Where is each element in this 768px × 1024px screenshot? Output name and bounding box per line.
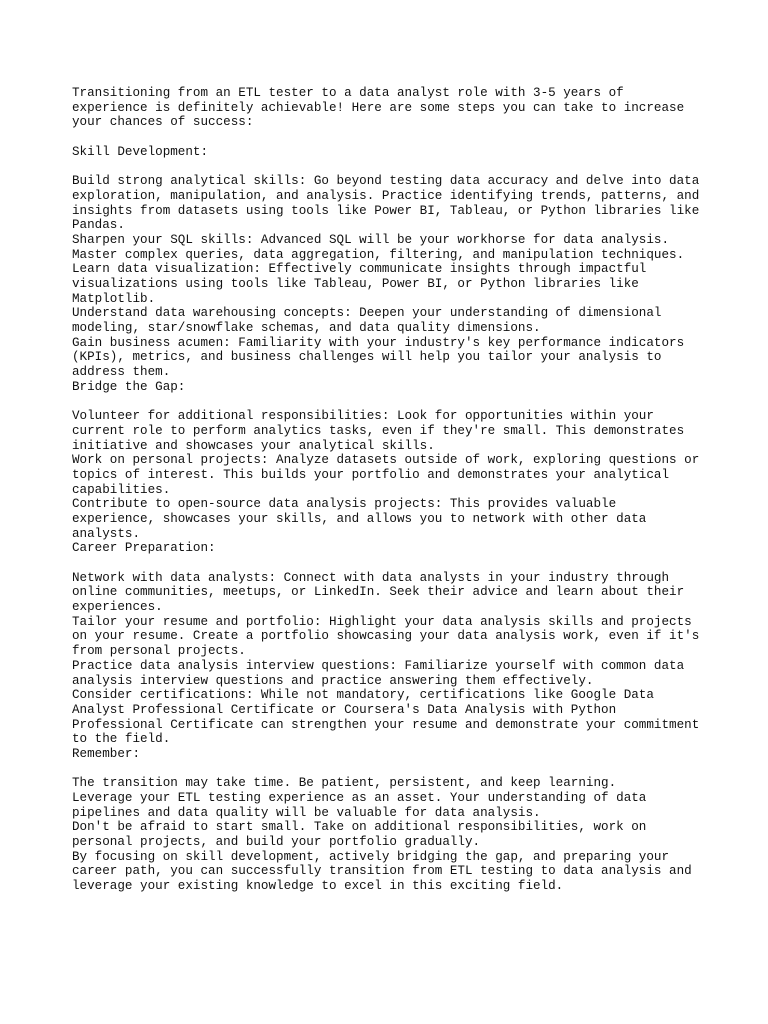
text-line: capabilities. [72, 482, 171, 497]
text-line: Matplotlib. [72, 291, 156, 306]
text-line: Build strong analytical skills: Go beyond testing data accuracy and delve into data [72, 174, 700, 189]
text-line: insights from datasets using tools like Power BI, Tableau, or Python libraries like [72, 203, 700, 218]
text-line: Career Preparation: [72, 541, 216, 556]
text-line: Leverage your ETL testing experience as an asset. Your understanding of data [72, 791, 647, 805]
text-line: career path, you can successfully transition from ETL testing to data analysis and [72, 864, 692, 879]
text-line [72, 556, 712, 571]
text-line [72, 762, 712, 777]
text-line: The transition may take time. Be patient, persistent, and keep learning. [72, 776, 617, 791]
text-line: topics of interest. This builds your portfolio and demonstrates your analytical [72, 467, 670, 482]
text-line: on your resume. Create a portfolio showcasing your data analysis work, even if it's [72, 629, 700, 644]
text-line: leverage your existing knowledge to excel in this exciting field. [72, 879, 564, 894]
text-line: personal projects, and build your portfolio gradually. [72, 835, 481, 850]
text-line: online communities, meetups, or LinkedIn. Seek their advice and learn about their [72, 585, 685, 600]
text-line: Skill Development: [72, 144, 209, 159]
text-line: Volunteer for additional responsibilities: Look for opportunities within your [72, 409, 654, 424]
text-line: Analyst Professional Certificate or Coursera's Data Analysis with Python [72, 702, 617, 717]
text-line: visualizations using tools like Tableau, Power BI, or Python libraries like [72, 276, 639, 291]
text-line: Work on personal projects: Analyze datasets outside of work, exploring questions or [72, 453, 700, 468]
text-line [72, 394, 712, 409]
text-line: Tailor your resume and portfolio: Highlight your data analysis skills and projects [72, 614, 692, 629]
text-line: Consider certifications: While not mandatory, certifications like Google Data [72, 688, 654, 703]
text-line: analysis interview questions and practice answering them effectively. [72, 673, 594, 688]
text-line: Transitioning from an ETL tester to a data analyst role with 3-5 years of [72, 86, 624, 100]
document-body [72, 86, 712, 894]
text-line: your chances of success: [72, 115, 254, 130]
text-line: Practice data analysis interview questions: Familiarize yourself with common data [72, 658, 685, 673]
text-line: modeling, star/snowflake schemas, and data quality dimensions. [72, 321, 541, 335]
text-line: Remember: [72, 746, 141, 761]
text-line: Bridge the Gap: [72, 379, 186, 394]
text-line: experiences. [72, 600, 163, 615]
text-line: from personal projects. [72, 644, 246, 659]
text-line: (KPIs), metrics, and business challenges will help you tailor your analysis to [72, 350, 662, 365]
text-line: Sharpen your SQL skills: Advanced SQL will be your workhorse for data analysis. [72, 232, 670, 247]
text-line [72, 130, 712, 145]
text-line: experience is definitely achievable! Here are some steps you can take to increase [72, 100, 685, 115]
text-line: to the field. [72, 732, 171, 747]
text-line: exploration, manipulation, and analysis. Practice identifying trends, patterns, and [72, 188, 700, 203]
text-line: Professional Certificate can strengthen your resume and demonstrate your commitment [72, 717, 700, 732]
text-line: Learn data visualization: Effectively communicate insights through impactful [72, 262, 647, 277]
text-line: Network with data analysts: Connect with data analysts in your industry through [72, 570, 670, 585]
text-line: Pandas. [72, 218, 125, 233]
text-line: Understand data warehousing concepts: Deepen your understanding of dimensional [72, 306, 662, 321]
text-line: Master complex queries, data aggregation, filtering, and manipulation techniques. [72, 247, 685, 262]
text-line: analysts. [72, 526, 141, 541]
text-line: Gain business acumen: Familiarity with your industry's key performance indicators [72, 335, 685, 350]
text-line: experience, showcases your skills, and allows you to network with other data [72, 511, 647, 526]
text-line: By focusing on skill development, actively bridging the gap, and preparing your [72, 849, 670, 864]
text-line: Contribute to open-source data analysis projects: This provides valuable [72, 497, 617, 512]
text-line: initiative and showcases your analytical skills. [72, 438, 435, 453]
text-line: Don't be afraid to start small. Take on additional responsibilities, work on [72, 820, 647, 835]
text-line: pipelines and data quality will be valuable for data analysis. [72, 805, 541, 820]
text-line: address them. [72, 365, 171, 380]
text-line: current role to perform analytics tasks, even if they're small. This demonstrates [72, 423, 685, 438]
text-line [72, 159, 712, 174]
